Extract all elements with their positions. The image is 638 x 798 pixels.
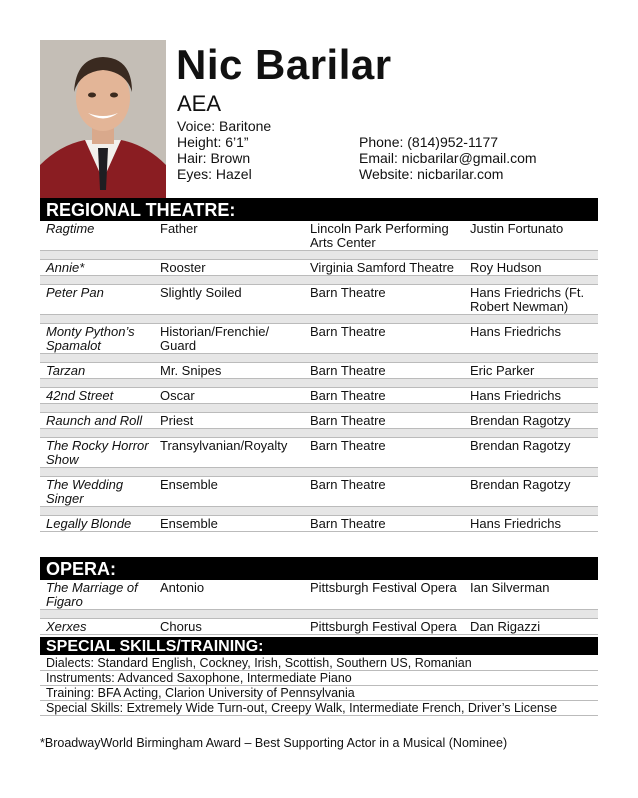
theatre-name: Barn Theatre (310, 477, 386, 492)
show-title: The Marriage of Figaro (46, 580, 138, 609)
table-row (40, 413, 598, 429)
show-title: The Rocky Horror Show (46, 438, 149, 467)
row-separator (40, 610, 598, 619)
physical-info (177, 118, 271, 182)
role-name: Transylvanian/Royalty (160, 438, 288, 453)
theatre-name: Pittsburgh Festival Opera (310, 580, 457, 595)
director-name: Dan Rigazzi (470, 619, 541, 634)
theatre-name: Barn Theatre (310, 285, 386, 300)
table-row (40, 363, 598, 379)
show-title: 42nd Street (46, 388, 114, 403)
director-name: Hans Friedrichs (470, 516, 562, 531)
table-row (40, 580, 598, 610)
role-name: Ensemble (160, 477, 218, 492)
table-row (40, 285, 598, 315)
row-separator (40, 354, 598, 363)
row-separator (40, 379, 598, 388)
show-title: Ragtime (46, 221, 95, 236)
theatre-name: Barn Theatre (310, 438, 386, 453)
table-row (40, 221, 598, 251)
table-row (40, 324, 598, 354)
email-address: Email: nicbarilar@gmail.com (359, 150, 537, 166)
union-affiliation: AEA (177, 91, 222, 116)
phone-number: Phone: (814)952-1177 (359, 134, 499, 150)
director-name: Hans Friedrichs (Ft. Robert Newman) (470, 285, 585, 314)
height-info: Height: 6’1” (177, 134, 249, 150)
row-separator (40, 276, 598, 285)
actor-name: Nic Barilar (176, 41, 392, 88)
row-separator (40, 429, 598, 438)
row-separator (40, 404, 598, 413)
role-name: Father (160, 221, 198, 236)
dialects-line: Dialects: Standard English, Cockney, Irish, Scottish, Southern US, Romanian (40, 656, 598, 671)
show-title: Raunch and Roll (46, 413, 143, 428)
theatre-name: Barn Theatre (310, 413, 386, 428)
skills-list (40, 656, 598, 716)
skills-heading: SPECIAL SKILLS/TRAINING: (40, 637, 598, 655)
regional-theatre-heading: REGIONAL THEATRE: (40, 198, 598, 221)
director-name: Hans Friedrichs (470, 324, 562, 339)
role-name: Priest (160, 413, 194, 428)
row-separator (40, 251, 598, 260)
role-name: Rooster (160, 260, 206, 275)
row-separator (40, 507, 598, 516)
theatre-name: Barn Theatre (310, 363, 386, 378)
opera-table (40, 580, 598, 635)
theatre-name: Barn Theatre (310, 324, 386, 339)
show-title: Tarzan (46, 363, 86, 378)
headshot-photo (40, 40, 166, 198)
director-name: Justin Fortunato (470, 221, 564, 236)
theatre-name: Barn Theatre (310, 516, 386, 531)
role-name: Historian/Frenchie/ Guard (160, 324, 270, 353)
director-name: Eric Parker (470, 363, 535, 378)
hair-info: Hair: Brown (177, 150, 251, 166)
director-name: Ian Silverman (470, 580, 550, 595)
show-title: Xerxes (46, 619, 87, 634)
theatre-name: Virginia Samford Theatre (310, 260, 455, 275)
show-title: The Wedding Singer (46, 477, 124, 506)
table-row (40, 516, 598, 532)
director-name: Brendan Ragotzy (470, 477, 571, 492)
opera-heading: OPERA: (40, 557, 598, 580)
show-title: Annie* (46, 260, 85, 275)
contact-info (359, 134, 537, 182)
director-name: Hans Friedrichs (470, 388, 562, 403)
role-name: Ensemble (160, 516, 218, 531)
regional-theatre-table (40, 221, 598, 532)
row-separator (40, 468, 598, 477)
show-title: Legally Blonde (46, 516, 132, 531)
voice-type: Voice: Baritone (177, 118, 272, 134)
table-row (40, 477, 598, 507)
training-line: Training: BFA Acting, Clarion University of Pennsylvania (40, 686, 598, 701)
role-name: Antonio (160, 580, 205, 595)
theatre-name: Pittsburgh Festival Opera (310, 619, 457, 634)
special-skills-line: Special Skills: Extremely Wide Turn-out, Creepy Walk, Intermediate French, Driver’s License (40, 701, 598, 716)
role-name: Mr. Snipes (160, 363, 222, 378)
row-separator (40, 315, 598, 324)
table-row (40, 438, 598, 468)
table-row (40, 388, 598, 404)
website-link: Website: nicbarilar.com (359, 166, 504, 182)
show-title: Monty Python’s Spamalot (46, 324, 135, 353)
table-row (40, 260, 598, 276)
director-name: Brendan Ragotzy (470, 438, 571, 453)
instruments-line: Instruments: Advanced Saxophone, Intermediate Piano (40, 671, 598, 686)
show-title: Peter Pan (46, 285, 104, 300)
role-name: Oscar (160, 388, 195, 403)
award-footnote: *BroadwayWorld Birmingham Award – Best Supporting Actor in a Musical (Nominee) (40, 736, 508, 750)
director-name: Roy Hudson (470, 260, 542, 275)
theatre-name: Barn Theatre (310, 388, 386, 403)
table-row (40, 619, 598, 635)
eyes-info: Eyes: Hazel (177, 166, 252, 182)
role-name: Chorus (160, 619, 202, 634)
theatre-name: Lincoln Park Performing Arts Center (310, 221, 449, 250)
role-name: Slightly Soiled (160, 285, 242, 300)
director-name: Brendan Ragotzy (470, 413, 571, 428)
